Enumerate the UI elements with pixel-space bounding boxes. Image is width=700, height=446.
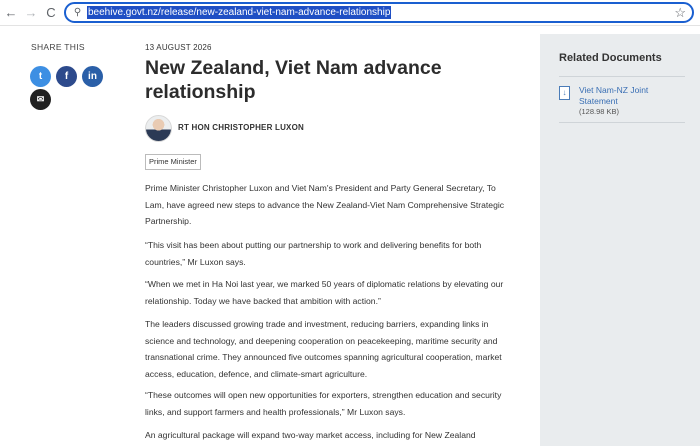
document-link[interactable]: Viet Nam-NZ Joint Statement — [579, 85, 649, 106]
bookmark-star-icon[interactable]: ☆ — [674, 5, 686, 20]
download-document-icon[interactable]: ↓ — [559, 86, 570, 100]
release-date: 13 AUGUST 2026 — [145, 43, 212, 52]
linkedin-share-icon[interactable]: in — [82, 66, 103, 87]
article-paragraph: Prime Minister Christopher Luxon and Viet Nam's President and Party General Secretary, To Lam, have agreed new steps to advance the New Zealand-Viet Nam Comprehensive Strategic Partnership. — [145, 183, 505, 227]
email-share-icon[interactable]: ✉ — [30, 89, 51, 110]
minister-avatar — [145, 115, 172, 142]
url-text[interactable]: beehive.govt.nz/release/new-zealand-viet-nam-advance-relationship — [88, 7, 391, 18]
facebook-share-icon[interactable]: f — [56, 66, 77, 87]
reload-icon[interactable]: C — [46, 5, 56, 20]
article-paragraph: The leaders discussed growing trade and investment, reducing barriers, expanding links in science and technology, and deepening cooperation on peacekeeping, maritime security and transnational crime. They announced five outcomes spanning agricultural cooperation, market access, education, defence, and climate-smart agriculture. — [145, 319, 502, 379]
portfolio-tag[interactable]: Prime Minister — [145, 154, 201, 170]
divider — [559, 76, 685, 77]
related-documents-title: Related Documents — [559, 52, 662, 64]
article-paragraph: An agricultural package will expand two-way market access, including for New Zealand — [145, 430, 476, 440]
article-paragraph: “These outcomes will open new opportunities for exporters, strengthen education and security links, and support farmers and health professionals,” Mr Luxon says. — [145, 390, 502, 417]
browser-toolbar — [0, 0, 700, 26]
forward-arrow-icon[interactable]: → — [24, 5, 38, 20]
address-bar[interactable] — [64, 2, 694, 23]
related-documents-sidebar — [540, 34, 700, 446]
document-size: (128.98 KB) — [579, 107, 620, 116]
page-title: New Zealand, Viet Nam advance relationship — [145, 57, 442, 103]
back-arrow-icon[interactable]: ← — [4, 5, 18, 20]
article-paragraph: “When we met in Ha Noi last year, we marked 50 years of diplomatic relations by elevating our relationship. Today we have backed that ambition with action.” — [145, 279, 504, 306]
divider — [559, 122, 685, 123]
site-info-icon[interactable]: ⚲ — [73, 7, 82, 18]
article-paragraph: “This visit has been about putting our partnership to work and delivering benefits for both countries,” Mr Luxon says. — [145, 240, 482, 267]
share-label: SHARE THIS — [31, 42, 85, 52]
twitter-share-icon[interactable]: t — [30, 66, 51, 87]
minister-name[interactable]: RT HON CHRISTOPHER LUXON — [178, 123, 304, 132]
